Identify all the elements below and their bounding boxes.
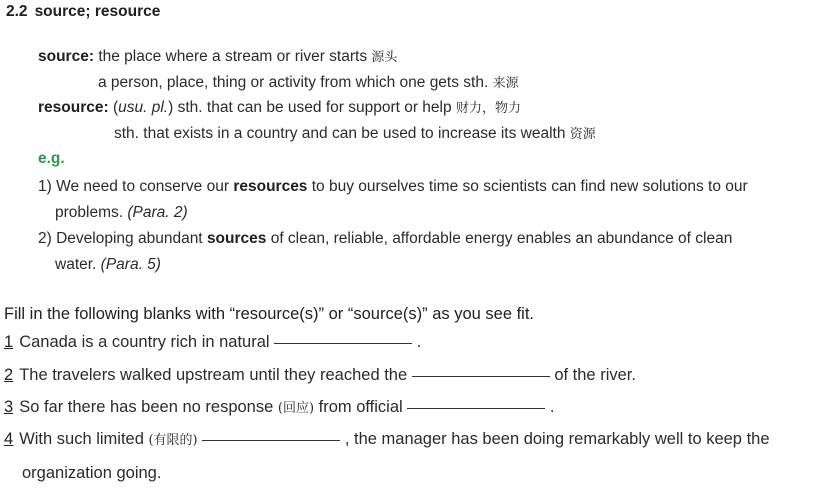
example-number: 1) xyxy=(38,178,52,195)
example-reference: (Para. 2) xyxy=(127,204,188,221)
question-text-cont: organization going. xyxy=(22,464,162,482)
usage-open: ( xyxy=(112,99,119,116)
question-text-2: from official xyxy=(318,398,403,416)
example-number: 2) xyxy=(38,230,52,247)
example-text-post: to buy ourselves time so scientists can find new solutions to our xyxy=(311,178,748,195)
example-1-continued xyxy=(55,203,188,223)
answer-blank-4[interactable] xyxy=(202,439,340,441)
example-text-cont: problems. xyxy=(55,204,124,221)
question-2 xyxy=(4,364,636,386)
question-cn-gloss: (回应) xyxy=(277,401,315,416)
resource-sense1-cn: 财力，物力 xyxy=(455,101,521,116)
question-cn-gloss: (有限的) xyxy=(148,433,198,448)
question-text: With such limited xyxy=(19,430,144,448)
source-sense1-cn: 源头 xyxy=(371,50,398,65)
resource-definition-1 xyxy=(38,98,521,119)
example-2 xyxy=(38,229,732,249)
resource-definition-2 xyxy=(114,124,596,145)
question-3 xyxy=(4,396,554,420)
resource-sense2: sth. that exists in a country and can be used to increase its wealth xyxy=(114,125,566,142)
example-keyword: resources xyxy=(233,178,308,195)
question-number: 4 xyxy=(4,430,14,448)
section-title: source; resource xyxy=(34,3,161,20)
question-text: So far there has been no response xyxy=(19,398,274,416)
source-definition-2 xyxy=(98,73,519,94)
resource-sense1: sth. that can be used for support or help xyxy=(177,99,452,116)
resource-term: resource: xyxy=(38,99,109,116)
source-sense2: a person, place, thing or activity from which one gets sth. xyxy=(98,74,489,91)
section-number: 2.2 xyxy=(6,3,28,20)
question-1 xyxy=(4,331,421,353)
question-text-end: of the river. xyxy=(554,366,636,384)
resource-usage xyxy=(113,99,173,116)
answer-blank-3[interactable] xyxy=(407,407,545,409)
question-text-end: . xyxy=(416,333,422,351)
source-definition-1 xyxy=(38,47,397,68)
question-number: 2 xyxy=(4,366,14,384)
resource-sense2-cn: 资源 xyxy=(569,127,596,142)
source-sense1: the place where a stream or river starts xyxy=(98,48,368,65)
question-text-end: . xyxy=(549,398,555,416)
question-number: 1 xyxy=(4,333,14,351)
question-4 xyxy=(4,428,770,452)
example-keyword: sources xyxy=(206,230,267,247)
question-4-continued xyxy=(22,462,161,484)
question-text: The travelers walked upstream until they reached the xyxy=(19,366,408,384)
example-2-continued xyxy=(55,255,161,275)
answer-blank-2[interactable] xyxy=(412,375,550,377)
exercise-instruction: Fill in the following blanks with “resource(s)” or “source(s)” as you see fit. xyxy=(4,305,535,323)
source-sense2-cn: 来源 xyxy=(492,76,519,91)
usage-close: ) xyxy=(168,99,174,116)
example-reference: (Para. 5) xyxy=(100,256,161,273)
example-text-cont: water. xyxy=(55,256,97,273)
question-text: Canada is a country rich in natural xyxy=(19,333,270,351)
answer-blank-1[interactable] xyxy=(274,342,412,344)
usage-label: usu. pl. xyxy=(118,99,169,116)
example-text-post: of clean, reliable, affordable energy enables an abundance of clean xyxy=(270,230,733,247)
example-text-pre: We need to conserve our xyxy=(56,178,230,195)
example-text-pre: Developing abundant xyxy=(56,230,203,247)
section-heading xyxy=(6,3,160,21)
question-text-end: , the manager has been doing remarkably well to keep the xyxy=(344,430,770,448)
example-1 xyxy=(38,177,748,197)
eg-label: e.g. xyxy=(38,150,65,167)
question-number: 3 xyxy=(4,398,14,416)
source-term: source: xyxy=(38,48,94,65)
